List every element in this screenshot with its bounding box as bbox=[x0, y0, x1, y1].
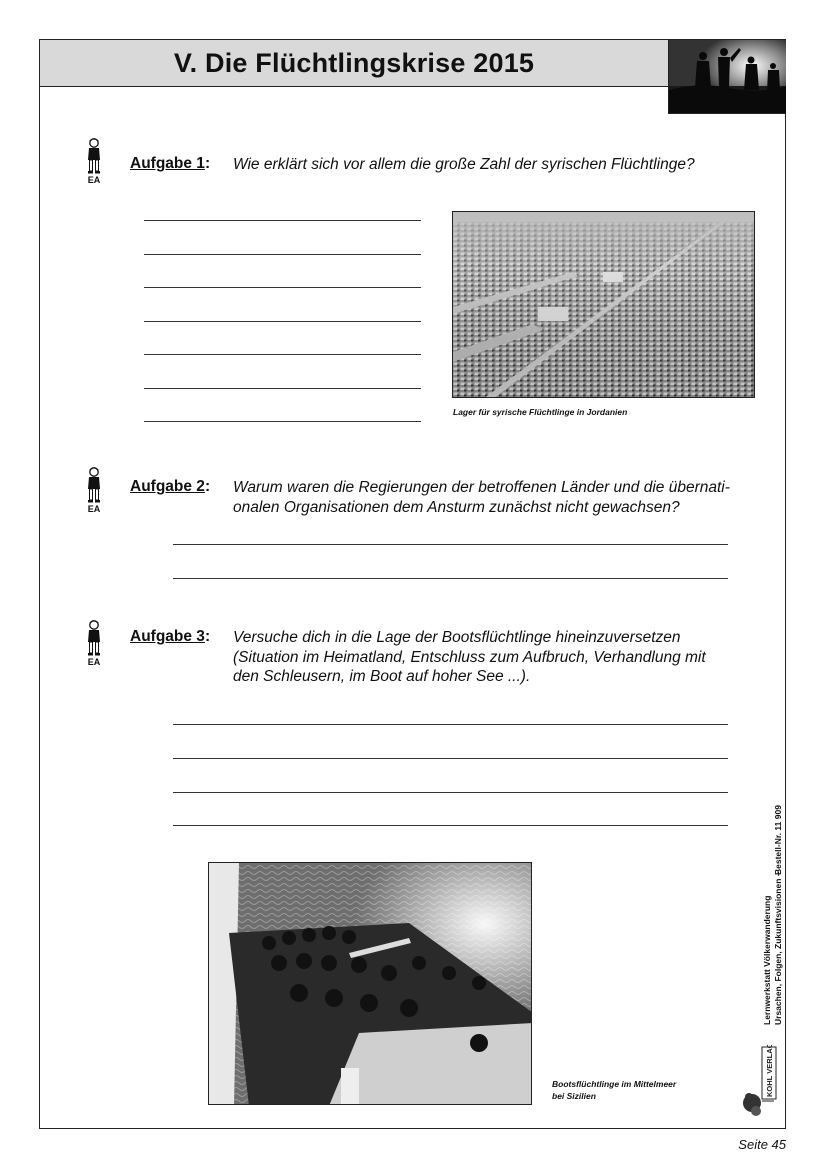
svg-text:KOHL VERLAG: KOHL VERLAG bbox=[765, 1045, 774, 1097]
task-1-label: Aufgabe 1: bbox=[130, 155, 211, 172]
page-number: Seite 45 bbox=[738, 1137, 786, 1152]
publisher-logo bbox=[738, 1045, 778, 1120]
answer-line[interactable] bbox=[173, 578, 728, 579]
side-subtitle: Ursachen, Folgen, Zukunftsvisionen – bbox=[773, 871, 783, 1025]
task-3-label: Aufgabe 3: bbox=[130, 628, 211, 645]
task-1-text: Wie erklärt sich vor allem die große Zahl der syrischen Flüchtlinge? bbox=[233, 156, 695, 173]
boat-crowd-icon bbox=[209, 863, 532, 1105]
answer-line[interactable] bbox=[144, 388, 421, 389]
answer-line[interactable] bbox=[144, 220, 421, 221]
student-figure-icon bbox=[86, 138, 102, 174]
side-series-title: Lernwerkstatt Völkerwanderung bbox=[762, 895, 772, 1025]
student-icon-3 bbox=[82, 620, 106, 667]
answer-line[interactable] bbox=[173, 544, 728, 545]
answer-line[interactable] bbox=[144, 254, 421, 255]
ea-badge: EA bbox=[87, 175, 101, 185]
boat-photo-caption: Bootsflüchtlinge im Mittelmeer bei Sizilien bbox=[552, 1079, 677, 1101]
refugee-camp-photo bbox=[452, 211, 755, 398]
answer-line[interactable] bbox=[144, 421, 421, 422]
title-bar bbox=[40, 40, 668, 87]
task-3-text: Versuche dich in die Lage der Bootsflüchtlinge hineinzuversetzen (Situation im Heimatland, Entschluss zum Aufbruch, Verhandlung mit den Schleusern, im Boot auf hoher See ...). bbox=[233, 629, 706, 685]
student-figure-icon bbox=[86, 620, 102, 656]
student-icon-2 bbox=[82, 467, 106, 514]
answer-line[interactable] bbox=[173, 792, 728, 793]
answer-line[interactable] bbox=[144, 287, 421, 288]
answer-line[interactable] bbox=[173, 758, 728, 759]
camp-aerial-icon bbox=[453, 212, 755, 398]
task-2-label: Aufgabe 2: bbox=[130, 478, 211, 495]
answer-line[interactable] bbox=[173, 724, 728, 725]
task-2-text: Warum waren die Regierungen der betroffenen Länder und die übernati- onalen Organisationen dem Ansturm zunächst nicht gewachsen? bbox=[233, 479, 730, 516]
side-imprint bbox=[760, 765, 790, 1065]
ea-badge: EA bbox=[87, 657, 101, 667]
answer-line[interactable] bbox=[144, 354, 421, 355]
kohl-verlag-logo-icon bbox=[738, 1045, 778, 1120]
header-photo bbox=[668, 40, 786, 114]
student-figure-icon bbox=[86, 467, 102, 503]
silhouettes-photo-icon bbox=[669, 40, 786, 114]
student-icon-1 bbox=[82, 138, 106, 185]
side-order-number: Bestell-Nr. 11 909 bbox=[773, 805, 783, 875]
page-title: V. Die Flüchtlingskrise 2015 bbox=[173, 47, 535, 78]
boat-refugees-photo bbox=[208, 862, 532, 1105]
camp-photo-caption: Lager für syrische Flüchtlinge in Jordanien bbox=[453, 407, 628, 417]
ea-badge: EA bbox=[87, 504, 101, 514]
answer-line[interactable] bbox=[173, 825, 728, 826]
answer-line[interactable] bbox=[144, 321, 421, 322]
